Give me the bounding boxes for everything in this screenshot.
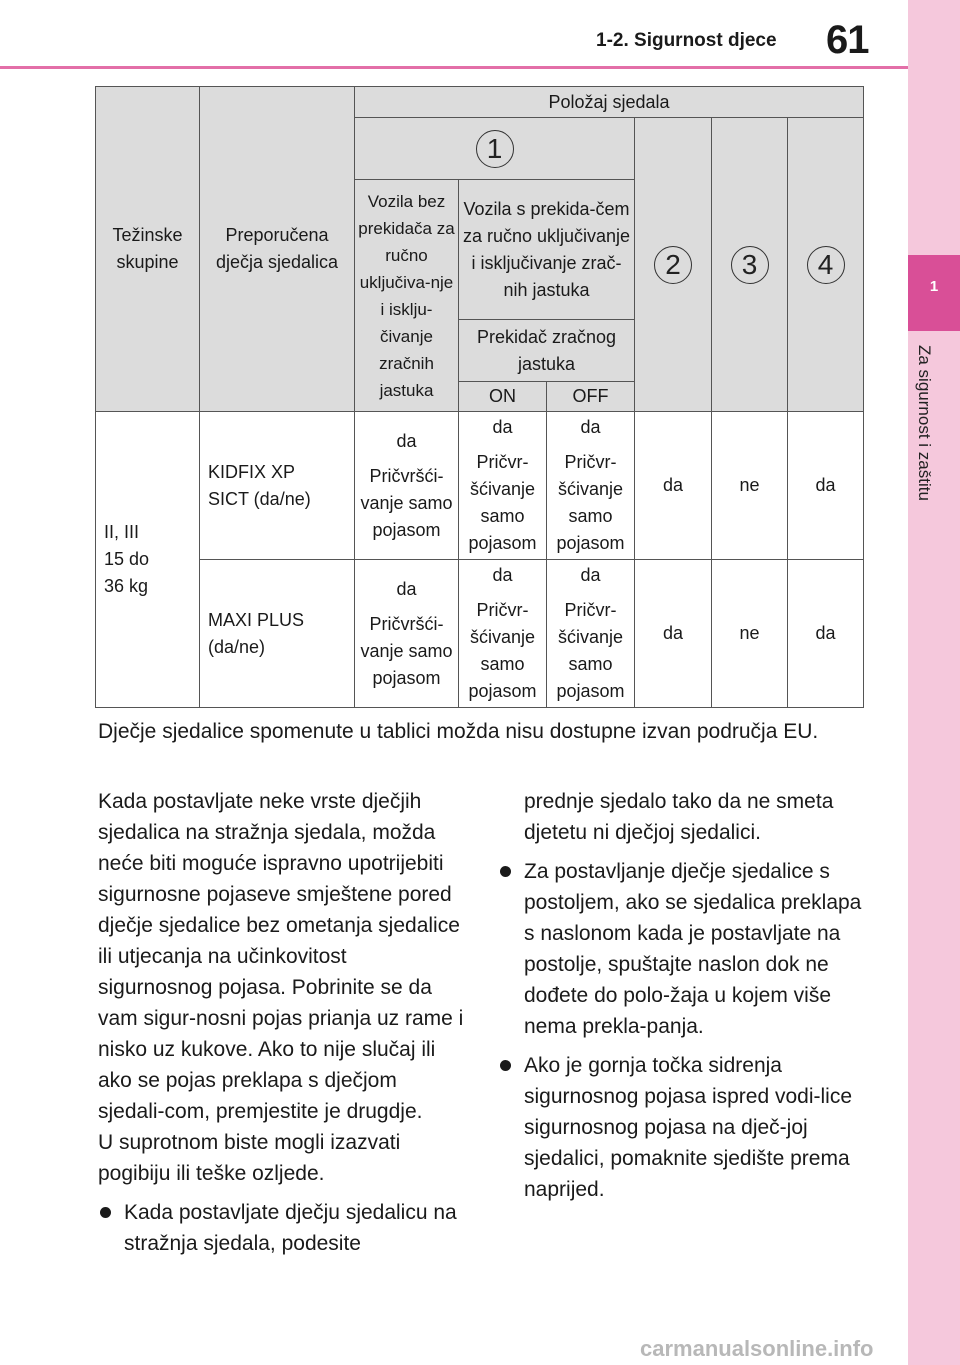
watermark: carmanualsonline.info [640, 1336, 874, 1361]
value-top: da [396, 430, 417, 451]
bullet-item [98, 1197, 466, 1259]
position-2-icon: 2 [654, 246, 692, 284]
header-rule [0, 66, 908, 69]
position-3-icon: 3 [731, 246, 769, 284]
bullet-continuation: prednje sjedalo tako da ne smeta djetetu ni dječjoj sjedalici. [524, 790, 834, 844]
bullet-item [498, 1050, 863, 1205]
header-off: OFF [547, 382, 635, 412]
bullet-text: Kada postavljate dječju sjedalicu na stražnja sjedala, podesite [124, 1201, 457, 1255]
bullet-text: Za postavljanje dječje sjedalice s postoljem, ako se sjedalica preklapa s naslonom kada je postavljate na postolje, spuštajte naslon dok ne dođete do polo-žaja u kojem više nema prekla-panja. [524, 860, 862, 1038]
value-bottom: Pričvršći-vanje samo pojasom [360, 613, 453, 688]
weight-group: II, III 15 do 36 kg [96, 412, 200, 708]
table-row [96, 412, 864, 560]
value-bottom: Pričvr-šćivanje samo pojasom [556, 452, 625, 553]
value-bottom: Pričvr-šćivanje samo pojasom [468, 452, 537, 553]
bullet-dot-icon [100, 1207, 111, 1218]
child-seat-table [95, 86, 864, 708]
header-position-3 [712, 118, 788, 412]
side-tab [908, 0, 960, 1365]
right-column [498, 786, 863, 1213]
value-cell [355, 560, 459, 708]
value-cell: da [788, 412, 864, 560]
value-cell: da [635, 412, 712, 560]
value-top: da [492, 565, 513, 585]
value-cell [459, 560, 547, 708]
side-tab-label: Za sigurnost i zaštitu [915, 345, 934, 501]
page-number: 61 [826, 18, 869, 62]
header-seat-position: Položaj sjedala [355, 87, 864, 118]
value-cell: da [635, 560, 712, 708]
value-bottom: Pričvršći-vanje samo pojasom [360, 465, 453, 540]
value-top: da [396, 578, 417, 599]
value-cell [459, 412, 547, 560]
seat-name: KIDFIX XP SICT (da/ne) [200, 412, 355, 560]
paragraph: U suprotnom biste mogli izazvati pogibiju ili teške ozljede. [98, 1131, 401, 1185]
header-recommended-seat: Preporučena dječja sjedalica [200, 87, 355, 412]
header-vehicles-no-switch: Vozila bez prekidača za ručno uključiva-nje i isklju-čivanje zračnih jastuka [355, 180, 459, 412]
value-bottom: Pričvr-šćivanje samo pojasom [556, 600, 625, 701]
value-top: da [580, 565, 601, 585]
value-cell [547, 412, 635, 560]
bullet-item [498, 856, 863, 1042]
bullet-dot-icon [500, 866, 511, 877]
header-vehicles-with-switch: Vozila s prekida-čem za ručno uključivanje i isključivanje zrač-nih jastuka [459, 180, 635, 320]
table-note: Dječje sjedalice spomenute u tablici možda nisu dostupne izvan područja EU. [98, 720, 819, 743]
section-title: 1-2. Sigurnost djece [596, 30, 777, 51]
seat-name: MAXI PLUS (da/ne) [200, 560, 355, 708]
value-cell: da [788, 560, 864, 708]
header-airbag-switch: Prekidač zračnog jastuka [459, 320, 635, 382]
value-bottom: Pričvr-šćivanje samo pojasom [468, 600, 537, 701]
value-top: da [580, 417, 601, 437]
paragraph: Kada postavljate neke vrste dječjih sjedalica na stražnja sjedala, možda neće biti moguće ispravno upotrijebiti sigurnosne pojaseve smještene pored dječje sjedalice bez ometanja sjedalice ili utjecanja na učinkovitost sigurnosnog pojasa. Pobrinite se da vam sigur-nosni pojas prianja uz rame i nisko uz kukove. Ako to nije slučaj ili ako se pojas preklapa s dječjom sjedali-com, premjestite je drugdje. [98, 790, 464, 1123]
header-on: ON [459, 382, 547, 412]
header-weight-groups: Težinske skupine [96, 87, 200, 412]
position-1-icon: 1 [476, 130, 514, 168]
value-cell: ne [712, 412, 788, 560]
position-4-icon: 4 [807, 246, 845, 284]
header-position-4 [788, 118, 864, 412]
header-position-1 [355, 118, 635, 180]
side-tab-number: 1 [908, 255, 960, 331]
left-column [98, 786, 466, 1267]
value-cell [355, 412, 459, 560]
value-top: da [492, 417, 513, 437]
header-position-2 [635, 118, 712, 412]
value-cell [547, 560, 635, 708]
value-cell: ne [712, 560, 788, 708]
bullet-dot-icon [500, 1060, 511, 1071]
table-row [96, 560, 864, 708]
bullet-text: Ako je gornja točka sidrenja sigurnosnog pojasa ispred vodi-lice sigurnosnog pojasa na dječ-joj sjedalici, pomaknite sjedište prema naprijed. [524, 1054, 853, 1201]
